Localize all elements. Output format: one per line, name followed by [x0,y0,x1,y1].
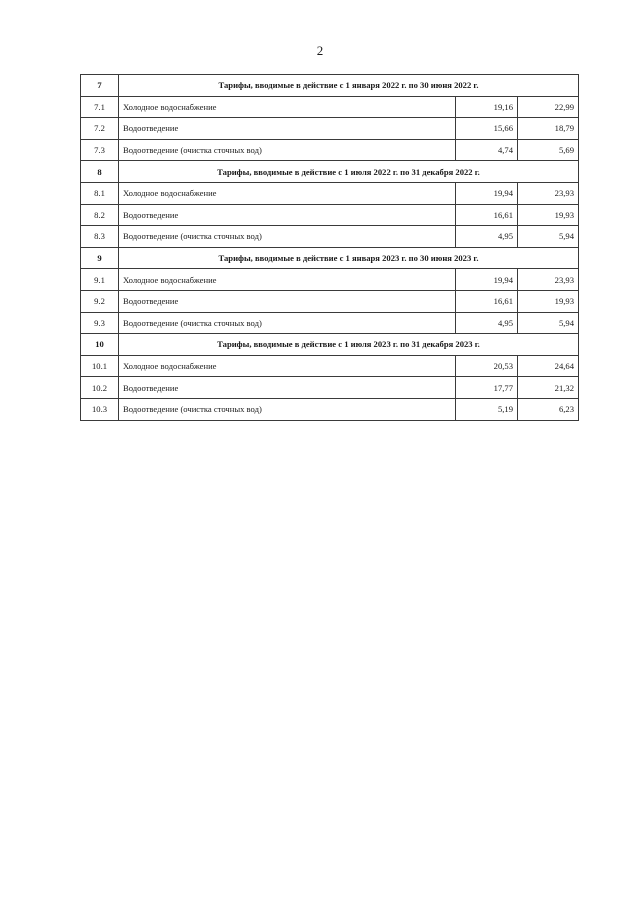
page-number: 2 [316,43,324,58]
row-number: 8.3 [81,226,119,248]
tariff-value-with-vat: 5,94 [518,312,579,334]
table-row [81,204,579,226]
section-number: 9 [81,247,119,269]
tariff-value: 17,77 [456,377,518,399]
tariff-value: 16,61 [456,290,518,312]
service-name: Водоотведение (очистка сточных вод) [119,398,456,420]
tariff-value: 4,95 [456,312,518,334]
tariff-value: 16,61 [456,204,518,226]
section-header-row [81,334,579,356]
row-number: 10.3 [81,398,119,420]
tariff-value: 4,95 [456,226,518,248]
row-number: 9.3 [81,312,119,334]
tariff-value: 5,19 [456,398,518,420]
service-name: Водоотведение (очистка сточных вод) [119,226,456,248]
table-row [81,398,579,420]
row-number: 10.2 [81,377,119,399]
section-number: 10 [81,334,119,356]
table-row [81,290,579,312]
service-name: Водоотведение [119,290,456,312]
table-row [81,312,579,334]
section-number: 8 [81,161,119,183]
tariff-value: 19,16 [456,96,518,118]
service-name: Холодное водоснабжение [119,182,456,204]
tariff-table [80,74,579,421]
service-name: Водоотведение (очистка сточных вод) [119,139,456,161]
tariff-value: 4,74 [456,139,518,161]
table-row [81,182,579,204]
row-number: 7.2 [81,118,119,140]
row-number: 7.3 [81,139,119,161]
tariff-value-with-vat: 21,32 [518,377,579,399]
tariff-value-with-vat: 19,93 [518,290,579,312]
tariff-value: 15,66 [456,118,518,140]
tariff-value-with-vat: 24,64 [518,355,579,377]
row-number: 8.2 [81,204,119,226]
row-number: 9.1 [81,269,119,291]
section-header-row [81,161,579,183]
tariff-value-with-vat: 6,23 [518,398,579,420]
table-row [81,269,579,291]
service-name: Водоотведение (очистка сточных вод) [119,312,456,334]
section-header-row [81,247,579,269]
service-name: Водоотведение [119,377,456,399]
table-row [81,377,579,399]
row-number: 9.2 [81,290,119,312]
section-heading: Тарифы, вводимые в действие с 1 июля 2022 г. по 31 декабря 2022 г. [119,161,579,183]
section-heading: Тарифы, вводимые в действие с 1 января 2022 г. по 30 июня 2022 г. [119,75,579,97]
service-name: Водоотведение [119,204,456,226]
tariff-value: 19,94 [456,182,518,204]
table-row [81,355,579,377]
tariff-value-with-vat: 19,93 [518,204,579,226]
service-name: Холодное водоснабжение [119,269,456,291]
service-name: Водоотведение [119,118,456,140]
section-heading: Тарифы, вводимые в действие с 1 июля 2023 г. по 31 декабря 2023 г. [119,334,579,356]
table-row [81,96,579,118]
table-row [81,226,579,248]
section-number: 7 [81,75,119,97]
tariff-value-with-vat: 22,99 [518,96,579,118]
tariff-value-with-vat: 5,94 [518,226,579,248]
row-number: 8.1 [81,182,119,204]
tariff-value: 20,53 [456,355,518,377]
tariff-value-with-vat: 23,93 [518,182,579,204]
table-row [81,139,579,161]
table-row [81,118,579,140]
tariff-value-with-vat: 18,79 [518,118,579,140]
row-number: 7.1 [81,96,119,118]
tariff-value-with-vat: 23,93 [518,269,579,291]
tariff-value: 19,94 [456,269,518,291]
tariff-value-with-vat: 5,69 [518,139,579,161]
service-name: Холодное водоснабжение [119,96,456,118]
section-heading: Тарифы, вводимые в действие с 1 января 2023 г. по 30 июня 2023 г. [119,247,579,269]
section-header-row [81,75,579,97]
row-number: 10.1 [81,355,119,377]
service-name: Холодное водоснабжение [119,355,456,377]
